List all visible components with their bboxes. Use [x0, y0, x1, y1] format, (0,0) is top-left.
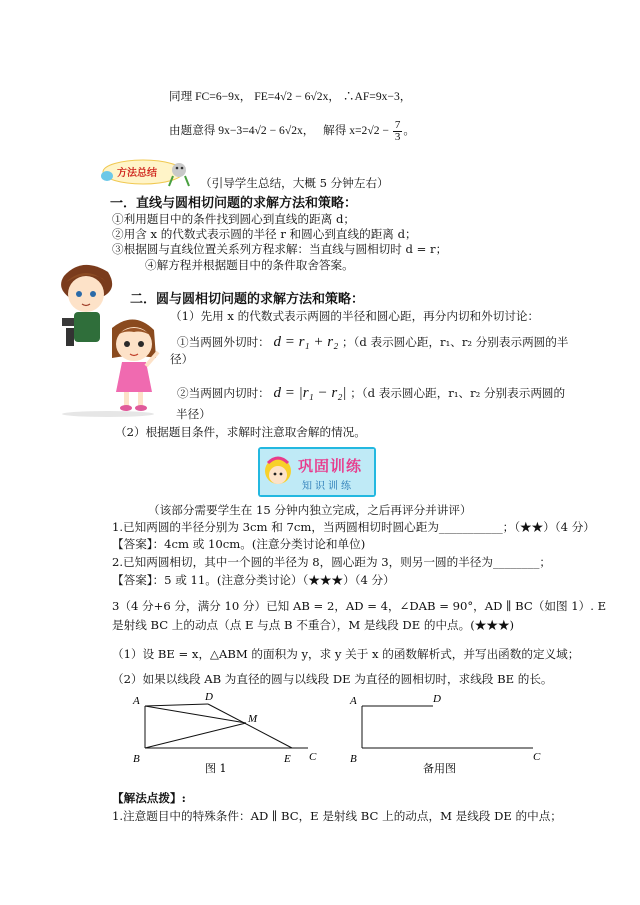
label-C-backup: C: [533, 751, 541, 763]
section1-title: 一．直线与圆相切问题的求解方法和策略：: [110, 196, 358, 211]
internal-tangent-note-end: 半径）: [176, 407, 211, 421]
section1-item-4: ④解方程并根据题目中的条件取舍答案。: [145, 258, 354, 272]
eq-fc: FC=6−9x，: [195, 90, 252, 103]
question-3-line2: 是射线 BC 上的动点（点 E 与点 B 不重合），M 是线段 DE 的中点。(★★★): [112, 618, 515, 632]
external-tangent-formula: d = r₁ + r₂: [273, 334, 339, 350]
method-summary-badge: [99, 154, 191, 188]
text-solve: 解得: [323, 124, 347, 138]
period: 。: [403, 124, 415, 138]
question-2: 2.已知两圆相切，其中一个圆的半径为 8，圆心距为 3，则另一圆的半径为________；: [112, 555, 551, 569]
label-M: M: [248, 713, 258, 725]
practice-note: （该部分需要学生在 15 分钟内独立完成，之后再评分并讲评）: [148, 503, 472, 517]
label-A: A: [133, 695, 140, 707]
solution-line-1: 1.注意题目中的特殊条件：AD ∥ BC，E 是射线 BC 上的动点，M 是线段 DE 的中点；: [112, 809, 562, 823]
practice-banner: [258, 447, 376, 497]
question-3-part1: （1）设 BE = x，△ABM 的面积为 y，求 y 关于 x 的函数解析式，并写出函数的定义域；: [112, 647, 580, 661]
segment-AD: [145, 704, 208, 706]
figure-1: [125, 690, 325, 780]
section1-item-1: ①利用题目中的条件找到圆心到直线的距离 d；: [112, 212, 355, 226]
label-B-backup: B: [350, 753, 357, 765]
label-D: D: [205, 691, 213, 703]
label-D-backup: D: [433, 693, 441, 705]
label-A-backup: A: [350, 695, 357, 707]
internal-tangent-formula: d = |r₁ − r₂|: [273, 385, 347, 401]
line-solve-x: [169, 120, 415, 143]
segment-BM: [145, 723, 246, 748]
question-1: 1.已知两圆的半径分别为 3cm 和 7cm，当两圆相切时圆心距为___________；（★★）（4 分）: [112, 520, 595, 534]
label-E: E: [284, 753, 291, 765]
eq-solution: x=2√2 −: [349, 124, 389, 138]
segment-DE: [208, 704, 292, 748]
fraction-numerator: 7: [394, 119, 401, 131]
label-B: B: [133, 753, 140, 765]
label-C: C: [309, 751, 317, 763]
question-3-part2: （2）如果以线段 AB 为直径的圆与以线段 DE 为直径的圆相切时，求线段 BE 的长。: [112, 672, 553, 686]
external-tangent-note-end: 径）: [170, 352, 194, 366]
external-tangent-line: [177, 333, 568, 351]
section2-part1: （1）先用 x 的代数式表示两圆的半径和圆心距，再分内切和外切讨论：: [170, 309, 540, 323]
eq-main: 9x−3=4√2 − 6√2x，: [218, 124, 315, 138]
guide-note: （引导学生总结，大概 5 分钟左右）: [200, 176, 389, 190]
section1-item-3: ③根据圆与直线位置关系列方程求解：当直线与圆相切时 d = r；: [112, 242, 448, 256]
segment-AM: [145, 706, 246, 723]
internal-tangent-line: [177, 384, 565, 402]
figure-backup: [345, 690, 545, 780]
solution-title: 【解法点拨】:: [112, 791, 186, 805]
banner-subtitle: 知识训练: [302, 481, 354, 492]
line-fc-fe-af: [169, 90, 411, 104]
section2-title: 二．圆与圆相切问题的求解方法和策略：: [130, 292, 365, 307]
question-3-line1: 3（4 分+6 分，满分 10 分）已知 AB = 2，AD = 4，∠DAB = 90°，AD ∥ BC（如图 1）. E: [112, 599, 607, 613]
internal-tangent-note: ；（d 表示圆心距，r₁、r₂ 分别表示两圆的: [350, 386, 566, 400]
fraction: [393, 120, 403, 143]
fraction-denominator: 3: [394, 131, 401, 143]
external-tangent-label: ①当两圆外切时：: [177, 335, 270, 349]
figure-1-caption: 图 1: [205, 762, 227, 775]
text-by-problem: 由题意得: [169, 124, 216, 138]
section1-item-2: ②用含 x 的代数式表示圆的半径 r 和圆心到直线的距离 d；: [112, 227, 417, 241]
text-similarly: 同理: [169, 90, 193, 103]
banner-title: 巩固训练: [298, 457, 363, 475]
answer-1: 【答案】：4cm 或 10cm。(注意分类讨论和单位): [112, 537, 366, 551]
answer-2: 【答案】：5 或 11。(注意分类讨论）（★★★）（4 分）: [112, 573, 395, 587]
figure-backup-caption: 备用图: [423, 762, 456, 775]
external-tangent-note: ；（d 表示圆心距，r₁、r₂ 分别表示两圆的半: [342, 335, 569, 349]
section2-part2: （2）根据题目条件，求解时注意取舍解的情况。: [115, 425, 366, 439]
badge-text: 方法总结: [117, 168, 157, 179]
internal-tangent-label: ②当两圆内切时：: [177, 386, 270, 400]
eq-af: ∴AF=9x−3，: [342, 90, 412, 103]
cartoon-kids-illustration: [52, 258, 162, 418]
eq-fe: FE=4√2 − 6√2x，: [254, 90, 340, 103]
